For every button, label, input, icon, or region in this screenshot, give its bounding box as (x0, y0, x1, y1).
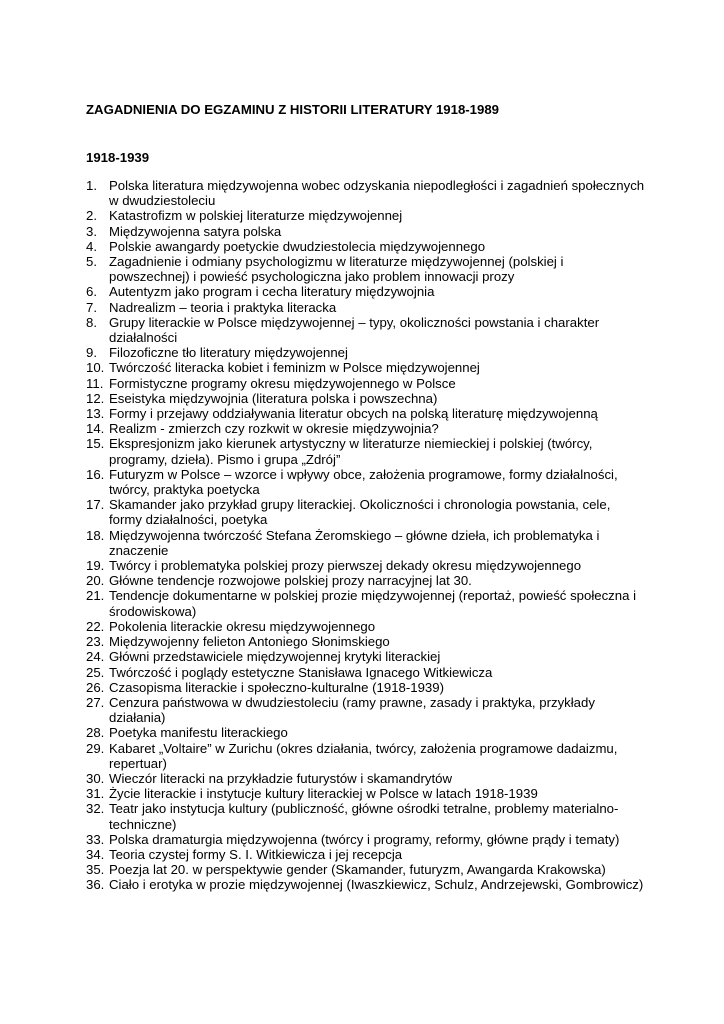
topic-text: Teoria czystej formy S. I. Witkiewicza i jej recepcja (109, 846, 403, 862)
topic-number: 35. (86, 862, 105, 878)
topic-text: Formistyczne programy okresu międzywojennego w Polsce (109, 375, 456, 391)
topic-text: Poezja lat 20. w perspektywie gender (Skamander, futuryzm, Awangarda Krakowska) (109, 862, 606, 878)
topic-number: 31. (86, 786, 105, 802)
topic-text: Poetyka manifestu literackiego (109, 725, 288, 741)
topic-text: Ciało i erotyka w prozie międzywojennej (Iwaszkiewicz, Schulz, Andrzejewski, Gombrowicz) (109, 877, 644, 893)
list-item (86, 345, 646, 360)
topic-text: Katastrofizm w polskiej literaturze międzywojennej (109, 208, 403, 224)
topic-number: 26. (86, 679, 105, 695)
list-item (86, 680, 646, 695)
topic-number: 3. (86, 223, 97, 239)
topic-text: Wieczór literacki na przykładzie futurystów i skamandrytów (109, 770, 452, 786)
topic-text: Polska literatura międzywojenna wobec odzyskania niepodległości i zagadnień społecznych w dwudziestoleciu (109, 178, 645, 209)
topic-text: Twórczość i poglądy estetyczne Stanisława Ignacego Witkiewicza (109, 664, 493, 680)
topic-number: 4. (86, 238, 97, 254)
topic-number: 11. (86, 375, 104, 391)
topic-text: Skamander jako przykład grupy literackiej. Okoliczności i chronologia powstania, cele, formy działalności, poetyka (109, 497, 611, 528)
topic-text: Kabaret „Voltaire” w Zurichu (okres działania, twórcy, założenia programowe dadaizmu, repertuar) (109, 740, 618, 771)
topic-text: Życie literackie i instytucje kultury literackiej w Polsce w latach 1918-1939 (109, 786, 538, 802)
topic-text: Grupy literackie w Polsce międzywojennej – typy, okoliczności powstania i charakter działalności (109, 314, 600, 346)
list-item (86, 619, 646, 634)
topic-number: 28. (86, 725, 105, 741)
topic-number: 13. (86, 406, 105, 422)
list-item (86, 741, 646, 771)
topic-text: Teatr jako instytucja kultury (publiczność, główne ośrodki tetralne, problemy materialno-techniczne) (109, 801, 619, 832)
list-item (86, 634, 646, 649)
list-item (86, 284, 646, 299)
topic-number: 6. (86, 284, 97, 300)
list-item (86, 406, 646, 421)
list-item (86, 649, 646, 664)
topic-number: 19. (86, 558, 105, 574)
list-item (86, 360, 646, 375)
topic-number: 14. (86, 421, 105, 437)
list-item (86, 725, 646, 740)
topic-list (86, 178, 646, 893)
list-item (86, 224, 646, 239)
topic-number: 29. (86, 740, 105, 756)
list-item (86, 254, 646, 284)
topic-text: Formy i przejawy oddziaływania literatur obcych na polską literaturę międzywojenną (109, 406, 598, 422)
list-item (86, 665, 646, 680)
topic-number: 23. (86, 634, 105, 650)
topic-number: 15. (86, 436, 105, 452)
topic-number: 5. (86, 254, 97, 270)
list-item (86, 771, 646, 786)
topic-text: Międzywojenna satyra polska (109, 223, 282, 239)
topic-number: 22. (86, 618, 105, 634)
topic-number: 12. (86, 390, 105, 406)
list-item (86, 877, 646, 892)
topic-number: 18. (86, 527, 105, 543)
topic-text: Zagadnienie i odmiany psychologizmu w literaturze międzywojennej (polskiej i powszechnej) i powieść psychologiczna jako problem innowacji prozy (109, 254, 564, 285)
topic-number: 8. (86, 314, 97, 330)
list-item (86, 315, 646, 345)
topic-number: 21. (86, 588, 105, 604)
list-item (86, 178, 646, 208)
topic-text: Autentyzm jako program i cecha literatury międzywojnia (109, 284, 435, 300)
topic-number: 25. (86, 664, 105, 680)
list-item (86, 573, 646, 588)
topic-text: Twórczość literacka kobiet i feminizm w Polsce międzywojennej (109, 360, 480, 376)
list-item (86, 391, 646, 406)
list-item (86, 208, 646, 223)
list-item (86, 436, 646, 466)
list-item (86, 421, 646, 436)
topic-number: 30. (86, 770, 105, 786)
topic-text: Cenzura państwowa w dwudziestoleciu (ramy prawne, zasady i praktyka, przykłady działania) (109, 694, 595, 726)
list-item (86, 497, 646, 527)
topic-text: Międzywojenna twórczość Stefana Żeromskiego – główne dzieła, ich problematyka i znaczenie (109, 527, 600, 558)
topic-text: Ekspresjonizm jako kierunek artystyczny w literaturze niemieckiej i polskiej (twórcy, programy, dzieła). Pismo i grupa „Zdrój” (109, 436, 593, 467)
list-item (86, 376, 646, 391)
topic-text: Polska dramaturgia międzywojenna (twórcy i programy, reformy, główne prądy i tematy) (109, 831, 620, 847)
topic-text: Futuryzm w Polsce – wzorce i wpływy obce, założenia programowe, formy działalności, twórcy, praktyka poetycka (109, 466, 618, 498)
list-item (86, 801, 646, 831)
topic-number: 34. (86, 846, 105, 862)
list-item (86, 695, 646, 725)
document-title: ZAGADNIENIA DO EGZAMINU Z HISTORII LITERATURY 1918-1989 (86, 102, 500, 117)
topic-text: Filozoficzne tło literatury międzywojennej (109, 345, 348, 361)
list-item (86, 832, 646, 847)
topic-text: Tendencje dokumentarne w polskiej prozie międzywojennej (reportaż, powieść społeczna i środowiskowa) (109, 588, 637, 619)
topic-number: 17. (86, 497, 105, 513)
list-item (86, 239, 646, 254)
topic-number: 7. (86, 299, 97, 315)
topic-text: Eseistyka międzywojnia (literatura polska i powszechna) (109, 390, 438, 406)
topic-number: 16. (86, 466, 105, 482)
list-item (86, 786, 646, 801)
topic-number: 36. (86, 877, 105, 893)
topic-number: 24. (86, 649, 105, 665)
list-item (86, 528, 646, 558)
topic-text: Realizm - zmierzch czy rozkwit w okresie międzywojnia? (109, 421, 439, 437)
topic-text: Międzywojenny felieton Antoniego Słonimskiego (109, 634, 390, 650)
topic-text: Pokolenia literackie okresu międzywojennego (109, 618, 376, 634)
list-item (86, 588, 646, 618)
list-item (86, 862, 646, 877)
topic-number: 20. (86, 573, 105, 589)
section-heading: 1918-1939 (86, 150, 150, 165)
list-item (86, 558, 646, 573)
list-item (86, 847, 646, 862)
topic-text: Twórcy i problematyka polskiej prozy pierwszej dekady okresu międzywojennego (109, 558, 582, 574)
topic-number: 2. (86, 208, 97, 224)
topic-number: 9. (86, 345, 97, 361)
list-item (86, 467, 646, 497)
list-item (86, 300, 646, 315)
topic-text: Polskie awangardy poetyckie dwudziestolecia międzywojennego (109, 238, 486, 254)
topic-number: 1. (86, 178, 97, 193)
topic-number: 10. (86, 360, 105, 376)
topic-text: Nadrealizm – teoria i praktyka literacka (109, 299, 337, 315)
topic-text: Główni przedstawiciele międzywojennej krytyki literackiej (109, 649, 441, 665)
topic-number: 33. (86, 831, 105, 847)
topic-number: 27. (86, 694, 105, 710)
topic-text: Czasopisma literackie i społeczno-kulturalne (1918-1939) (109, 679, 444, 695)
topic-text: Główne tendencje rozwojowe polskiej prozy narracyjnej lat 30. (109, 573, 472, 589)
topic-number: 32. (86, 801, 105, 817)
